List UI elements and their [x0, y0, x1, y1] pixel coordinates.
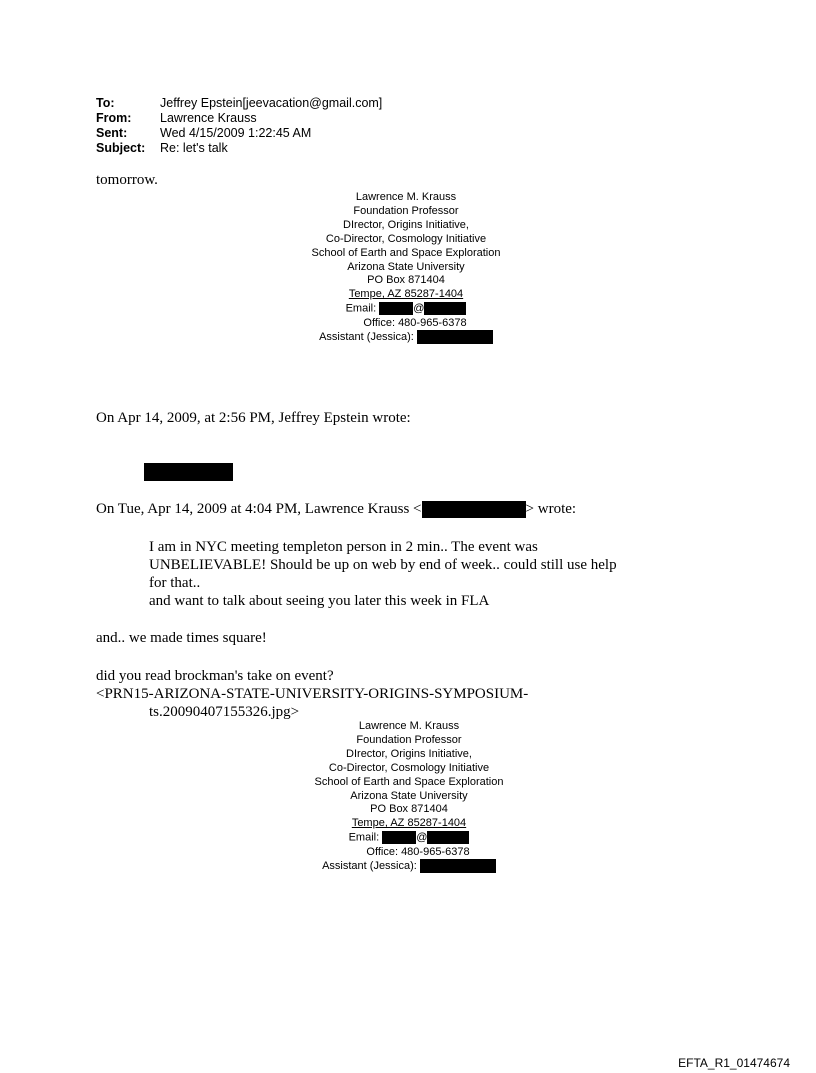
sig-name: Lawrence M. Krauss: [355, 191, 457, 203]
sig-assistant-label: Assistant (Jessica):: [319, 331, 414, 344]
signature-block-2: [209, 720, 609, 874]
sig-email-at: @: [416, 831, 428, 844]
sig-title2: DIrector, Origins Initiative,: [343, 218, 469, 231]
redaction-box: [422, 501, 526, 518]
sig-university: Arizona State University: [350, 789, 468, 802]
quote2-intro-b: > wrote:: [525, 501, 577, 517]
bates-number: EFTA_R1_01474674: [678, 1056, 790, 1070]
sig-email-at: @: [413, 302, 425, 315]
quoted-line-1: I am in NYC meeting templeton person in 2 min.. The event was: [149, 539, 538, 555]
sig-title2: DIrector, Origins Initiative,: [346, 747, 472, 760]
brockman-line: did you read brockman's take on event?: [96, 668, 334, 684]
sig-email-line: [206, 302, 606, 316]
attachment-line-2: ts.20090407155326.jpg>: [149, 704, 300, 720]
sig-assistant-label: Assistant (Jessica):: [322, 860, 417, 873]
redaction-box: [417, 330, 493, 344]
sig-pobox: PO Box 871404: [367, 274, 445, 287]
sig-city: Tempe, AZ 85287-1404: [351, 817, 467, 830]
to-label: To:: [96, 96, 115, 110]
sig-email-line: [209, 831, 609, 845]
signature-block-1: [206, 191, 606, 345]
redaction-box: [382, 831, 416, 844]
quoted-line-4: and want to talk about seeing you later this week in FLA: [149, 593, 490, 609]
redaction-box: [427, 831, 469, 844]
sig-school: School of Earth and Space Exploration: [311, 246, 501, 259]
to-value: Jeffrey Epstein[jeevacation@gmail.com]: [160, 96, 383, 110]
sig-school: School of Earth and Space Exploration: [314, 775, 504, 788]
times-square-line: and.. we made times square!: [96, 630, 267, 646]
sig-title1: Foundation Professor: [353, 204, 459, 217]
quoted-line-3: for that..: [149, 575, 201, 591]
sig-email-label: Email:: [348, 831, 380, 844]
sent-label: Sent:: [96, 126, 128, 140]
redaction-box: [144, 463, 233, 481]
from-label: From:: [96, 111, 132, 125]
sent-value: Wed 4/15/2009 1:22:45 AM: [160, 126, 312, 140]
sig-office: Office: 480-965-6378: [366, 845, 470, 858]
redaction-box: [379, 302, 413, 315]
quoted-line-2: UNBELIEVABLE! Should be up on web by end of week.. could still use help: [149, 557, 617, 573]
sig-pobox: PO Box 871404: [370, 803, 448, 816]
sig-assistant-line: [206, 330, 606, 345]
sig-title3: Co-Director, Cosmology Initiative: [328, 761, 490, 774]
subject-label: Subject:: [96, 141, 146, 155]
sig-email-label: Email:: [345, 302, 377, 315]
sig-title3: Co-Director, Cosmology Initiative: [325, 232, 487, 245]
redaction-box: [424, 302, 466, 315]
sig-university: Arizona State University: [347, 260, 465, 273]
quote1-intro: On Apr 14, 2009, at 2:56 PM, Jeffrey Epstein wrote:: [96, 410, 411, 426]
body-line-tomorrow: tomorrow.: [96, 172, 158, 188]
quote2-intro-a: On Tue, Apr 14, 2009 at 4:04 PM, Lawrence Krauss <: [96, 501, 422, 517]
attachment-line-1: <PRN15-ARIZONA-STATE-UNIVERSITY-ORIGINS-SYMPOSIUM-: [96, 686, 529, 702]
sig-name: Lawrence M. Krauss: [358, 720, 460, 732]
redaction-box: [420, 859, 496, 873]
sig-office: Office: 480-965-6378: [363, 316, 467, 329]
quote2-intro: [96, 500, 576, 518]
subject-value: Re: let's talk: [160, 141, 228, 155]
sig-assistant-line: [209, 859, 609, 874]
sig-title1: Foundation Professor: [356, 733, 462, 746]
from-value: Lawrence Krauss: [160, 111, 257, 125]
sig-city: Tempe, AZ 85287-1404: [348, 288, 464, 301]
